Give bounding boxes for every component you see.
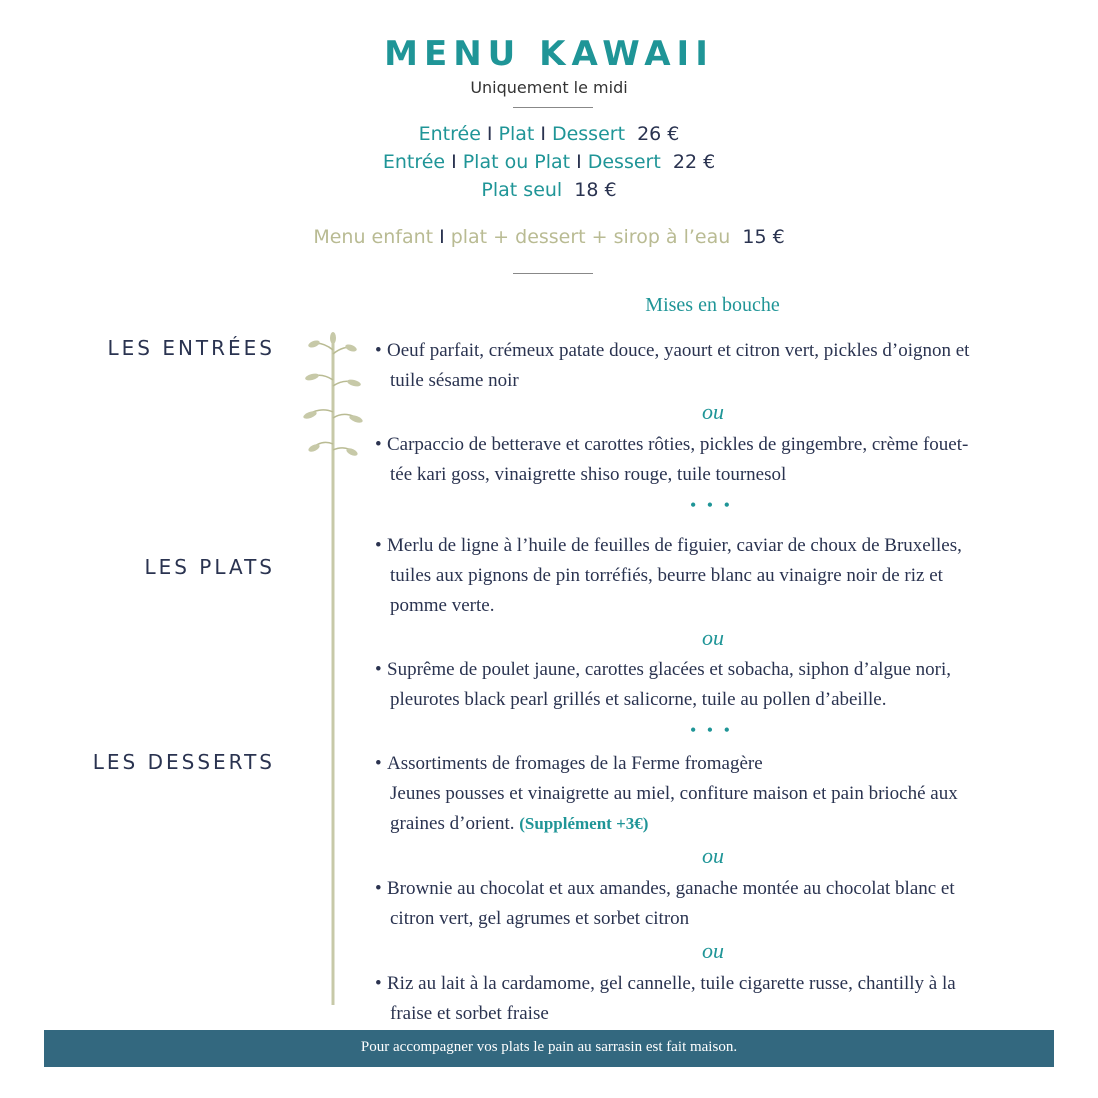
entree-item-2 [375, 430, 1045, 490]
price-kids [0, 226, 1098, 248]
price-kids-b: plat + dessert + sirop à l’eau [450, 226, 731, 248]
divider-middle [513, 273, 593, 274]
dessert-1-line-3: graines d’orient. [390, 813, 515, 834]
entree-1-line-2: tuile sésame noir [390, 370, 519, 391]
separator-dots: • • • [690, 720, 733, 740]
separator: I [576, 151, 582, 173]
mises-en-bouche: Mises en bouche [645, 294, 780, 316]
price-line-1-price: 26 € [637, 123, 680, 145]
price-kids-a: Menu enfant [313, 226, 434, 248]
bullet: • [375, 535, 382, 556]
dessert-item-2 [375, 874, 1045, 934]
price-line-2-c: Dessert [587, 151, 661, 173]
menu-title: MENU KAWAII [384, 34, 714, 74]
separator-ou: ou [702, 938, 724, 963]
entree-1-line-1: Oeuf parfait, crémeux patate douce, yaourt et citron vert, pickles d’oignon et [387, 340, 970, 361]
separator-ou: ou [702, 625, 724, 650]
separator-ou: ou [702, 399, 724, 424]
plat-item-1 [375, 531, 1045, 621]
price-line-1-a: Entrée [418, 123, 481, 145]
supplement-note: (Supplément +3€) [519, 814, 649, 833]
price-line-3-price: 18 € [574, 179, 617, 201]
plat-1-line-2: tuiles aux pignons de pin torréfiés, beurre blanc au vinaigre noir de riz et [390, 565, 943, 586]
price-line-1-b: Plat [498, 123, 535, 145]
dessert-3-line-2: fraise et sorbet fraise [390, 1003, 549, 1024]
section-desserts: LES DESSERTS [92, 750, 275, 774]
bullet: • [375, 340, 382, 361]
price-line-2 [0, 151, 1098, 173]
plat-item-2 [375, 655, 1045, 715]
dessert-item-3 [375, 969, 1045, 1029]
bullet: • [375, 659, 382, 680]
separator: I [540, 123, 546, 145]
section-plats: LES PLATS [144, 555, 275, 579]
herb-stem-icon [296, 330, 376, 1010]
dessert-2-line-2: citron vert, gel agrumes et sorbet citron [390, 908, 690, 929]
plat-2-line-1: Suprême de poulet jaune, carottes glacées et sobacha, siphon d’algue nori, [387, 659, 951, 680]
bullet: • [375, 878, 382, 899]
plat-2-line-2: pleurotes black pearl grillés et salicorne, tuile au pollen d’abeille. [390, 689, 887, 710]
separator: I [439, 226, 445, 248]
footer-banner: Pour accompagner vos plats le pain au sarrasin est fait maison. [44, 1030, 1054, 1067]
separator-ou: ou [702, 843, 724, 868]
dessert-1-line-2: Jeunes pousses et vinaigrette au miel, confiture maison et pain brioché aux [390, 783, 958, 804]
price-line-2-price: 22 € [672, 151, 716, 173]
dessert-2-line-1: Brownie au chocolat et aux amandes, ganache montée au chocolat blanc et [387, 878, 955, 899]
menu-subtitle: Uniquement le midi [470, 78, 628, 97]
separator: I [451, 151, 457, 173]
divider-top [513, 107, 593, 108]
dessert-item-1 [375, 749, 1045, 839]
entree-2-line-1: Carpaccio de betterave et carottes rôties, pickles de gingembre, crème fouet- [387, 434, 969, 455]
price-line-1-c: Dessert [551, 123, 626, 145]
bullet: • [375, 973, 382, 994]
plat-1-line-1: Merlu de ligne à l’huile de feuilles de figuier, caviar de choux de Bruxelles, [387, 535, 962, 556]
entree-2-line-2: tée kari goss, vinaigrette shiso rouge, tuile tournesol [390, 464, 787, 485]
price-line-3-a: Plat seul [481, 179, 563, 201]
separator-dots: • • • [690, 495, 733, 515]
bullet: • [375, 434, 382, 455]
bullet: • [375, 753, 382, 774]
entree-item-1 [375, 336, 1045, 396]
price-line-2-a: Entrée [382, 151, 446, 173]
separator: I [486, 123, 493, 145]
section-entrees: LES ENTRÉES [107, 336, 275, 360]
price-line-1 [0, 123, 1098, 145]
price-line-2-b: Plat ou Plat [462, 151, 571, 173]
dessert-3-line-1: Riz au lait à la cardamome, gel cannelle, tuile cigarette russe, chantilly à la [387, 973, 956, 994]
plat-1-line-3: pomme verte. [390, 595, 495, 616]
price-line-3 [0, 179, 1098, 201]
dessert-1-line-1: Assortiments de fromages de la Ferme fromagère [387, 753, 763, 774]
price-kids-price: 15 € [742, 226, 785, 248]
